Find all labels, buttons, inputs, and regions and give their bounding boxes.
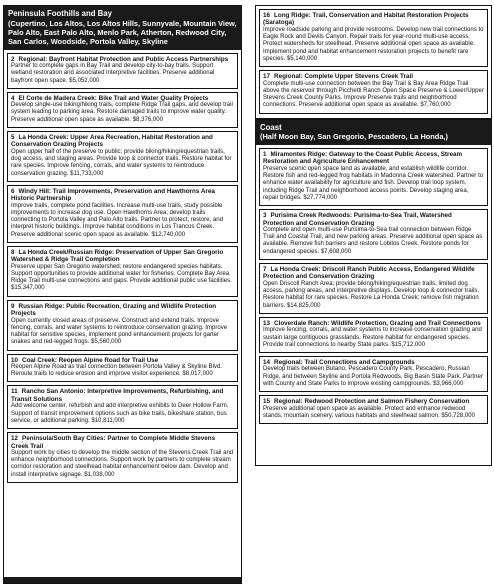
project-item (259, 395, 488, 424)
project-description: Preserve upper San Gregorio watershed; restore endangered species habitats. Support opportunities to provide additional water for fisheries. Complete Bay Area Ridge Trail multi-use connections and gaps. Provide additional public use facilities. $15,347,000 (11, 263, 232, 292)
project-title: La Honda Creek: Upper Area Recreation, Habitat Restoration and Conservation Grazing Projects (11, 133, 213, 149)
project-item (7, 246, 238, 297)
project-number: 16 (263, 12, 271, 19)
project-description: Improve trails, complete pond facilities. Increase multi-use trails, study possible improvements to increase dog use. Open Hawthorns Area; develop trails connecting to Portola Valley and Palo Alto trails. Partner to protect, restore, and interpret historic buildings. Improve habitat conditions in Los Trancos Creek. Preserve additional scenic open space as available. $12,740,000 (11, 202, 223, 238)
project-title: Regional: Bayfront Habitat Protection and Public Access Partnerships (18, 55, 229, 63)
project-description: Complete multi-use connection between the Bay Trail & Bay Area Ridge Trail above the reservoir through Picchetti Ranch Open Space Preserve & Lower/Upper Stevens Creek County Parks. Improve Preserve trails and neighborhood connections. Preserve additional open space as available. $7,760,000 (263, 80, 484, 109)
project-description: Complete and open multi-use Purisima-to-Sea trail connection between Ridge Trail and Coastal Trail, and new parking areas. Preserve additional open space as available. Remove fish barriers and restore Lobitos Creek. Restore ponds for endangered species. $7,608,000 (263, 226, 483, 255)
project-description: Preserve scenic open space land as available, and establish wildlife corridor. Restore fish and red-legged frog habitats in Madonna Creek watershed. Partner to enhance water availability for agriculture and fish. Develop trail loop system, including Ridge Trail and neighborhood access points. Develop staging area, repair bridges. $27,774,000 (263, 165, 484, 201)
project-item (259, 317, 488, 353)
project-item (259, 263, 488, 314)
project-description: Partner to complete gaps in Bay Trail and develop city-to-bay trails. Support wetland restoration and associated interpretive facilities. Preserve additional bayfront open space. $5,052,000 (11, 63, 215, 84)
project-description: Support work by cities to develop the middle section of the Stevens Creek Trail and enhance neighborhood connections. Support work by partners to complete stream corridor restoration and steelhead habitat enhancement below dam. Develop and install interpretive signage. $1,038,000 (11, 449, 234, 478)
project-title: La Honda Creek: Driscoll Ranch Public Access, Endangered Wildlife Protection and Conservation Grazing (263, 265, 475, 281)
project-description: Preserve additional open space as available. Protect and enhance redwood stands, mountain scenery, various habitats and steelhead salmon. $50,728,000 (263, 405, 476, 419)
project-number: 2 (11, 55, 15, 63)
project-title: Regional: Complete Upper Stevens Creek Trail (274, 73, 413, 81)
project-number: 3 (263, 212, 267, 220)
project-number: 15 (263, 398, 271, 406)
project-title: Long Ridge: Trail, Conservation and Habitat Restoration Projects (Saratoga) (263, 12, 469, 27)
project-description: Add welcome center, refurbish and add interpretive exhibits to Deer Hollow Farm. Support of transit improvement options such as bike trails, bikeshare station, bus service, or additional parking. $10,811,000 (11, 403, 229, 424)
project-item (7, 185, 238, 243)
region-title: Peninsula Foothills and Bay (8, 9, 112, 18)
project-title: El Corte de Madera Creek: Bike Trail and Water Quality Projects (18, 94, 209, 102)
project-number: 5 (11, 133, 15, 141)
project-title: Miramontes Ridge: Gateway to the Coast Public Access, Stream Restoration and Agriculture Enhancement (263, 151, 463, 166)
project-number: 8 (11, 248, 15, 256)
project-number: 11 (11, 388, 18, 396)
project-item (259, 148, 488, 206)
project-title: Windy Hill: Trail Improvements, Preservation and Hawthorns Area Historic Partnership (11, 187, 215, 203)
project-number: 6 (11, 187, 15, 195)
project-number: 17 (263, 73, 271, 81)
project-title: Regional: Redwood Protection and Salmon Fishery Conservation (274, 398, 470, 406)
peninsula-region-panel (3, 5, 242, 584)
project-description: Develop single-use biking/hiking trails, complete Ridge Trail gaps, and develop trail system leading to parking area. Restore damaged trails to improve water quality. Preserve additional open space as available. $8,376,000 (11, 102, 233, 123)
project-description: Improve fencing, corrals, and water systems to increase conservation grazing and sustain large contiguous grasslands. Restore habitat for endangered species. Provide trail connections to nearby State parks. $15,712,000 (263, 327, 482, 348)
project-title: Russian Ridge: Public Recreation, Grazing and Wildlife Protection Projects (11, 302, 217, 318)
peninsula-region-header (4, 6, 241, 50)
project-number: 10 (11, 356, 19, 364)
project-number: 14 (263, 359, 271, 366)
project-item (259, 209, 488, 260)
project-item (7, 385, 238, 429)
project-description: Open Driscoll Ranch Area; provide biking/hiking/equestrian trails, limited dog access, parking areas, and interpretive displays. Develop loop & connector trails. Restore habitat for rare species. Restore La Honda Creek; remove fish migration barriers. $14,825,000 (263, 280, 480, 309)
project-description: Open upper half of the preserve to public; provide biking/hiking/equestrian trails, dog access, and staging areas. Provide loop & connector trails. Restore habitat for rare species. Improve fencing, corrals, and water systems to reintroduce conservation grazing. $11,733,000 (11, 148, 232, 177)
project-title: Peninsula/South Bay Cities: Partner to Complete Middle Stevens Creek Trail (11, 435, 216, 450)
project-item (259, 9, 488, 67)
project-item (7, 92, 238, 128)
project-title: Rancho San Antonio: Interpretive Improvements, Refurbishing, and Transit Solutions (11, 388, 224, 403)
project-number: 1 (263, 151, 267, 159)
project-description: Open currently closed areas of preserve. Construct and extend trails. Improve fencing, corrals, and water systems to reintroduce conservation grazing. Improve habitat for sensitive species, implement pond enhancement projects for garter snakes and red-legged frogs. $5,560,000 (11, 317, 228, 346)
project-item (7, 131, 238, 182)
project-item (7, 432, 238, 483)
project-item (259, 356, 488, 392)
region-subtitle: (Cupertino, Los Altos, Los Altos Hills, Sunnyvale, Mountain View, Palo Alto, East Palo Alto, Menlo Park, Atherton, Redwood City, San Carlos, Woodside, Portola Valley, Skyline (8, 18, 237, 46)
project-description: Develop trails between Butano, Pescadero County Park, Pescadero, Russian Ridge, and between Skyline and Portola Redwoods, Big Basin State Park. Partner with County and State Parks to improve existing campgrounds. $3,966,000 (263, 366, 483, 387)
project-number: 12 (11, 435, 19, 443)
project-item (259, 70, 488, 113)
project-title: Coal Creek: Reopen Alpine Road for Trail Use (22, 356, 159, 364)
project-number: 4 (11, 94, 15, 102)
coast-region-panel (255, 5, 492, 466)
region-subtitle: (Half Moon Bay, San Gregorio, Pescadero, La Honda,) (260, 132, 448, 142)
project-item (7, 53, 238, 89)
coast-region-header (256, 118, 491, 146)
project-title: Cloverdale Ranch: Wildlife Protection, Grazing and Trail Connections (274, 319, 481, 327)
project-number: 13 (263, 319, 271, 327)
project-item (7, 354, 238, 383)
project-number: 7 (263, 265, 267, 273)
project-title: Regional: Trail Connections and Campgrounds (274, 359, 415, 366)
project-item (7, 300, 238, 351)
project-description: Improve roadside parking and provide restrooms. Develop new trail connections to Eagle Rock and Devils Canyon. Repair trails for year-round multi-use access. Protect watersheds for steelhead. Preserve additional open space as available. Implement pond and habitat enhancement restoration projects to benefit rare species. $5,140,000 (263, 26, 484, 62)
project-title: La Honda Creek/Russian Ridge: Preservation of Upper San Gregorio Watershed & Ridge Trail Completion (11, 248, 224, 264)
project-description: Reopen Alpine Road as trail connection between Portola Valley & Skyline Blvd. Reroute trails to reduce erosion and improve visitor experience. $8,017,000 (11, 363, 222, 378)
project-title: Purisima Creek Redwoods: Purisima-to-Sea Trail, Watershed Protection and Conservation Grazing (263, 212, 452, 227)
project-number: 9 (11, 302, 15, 310)
region-title: Coast (260, 122, 282, 132)
